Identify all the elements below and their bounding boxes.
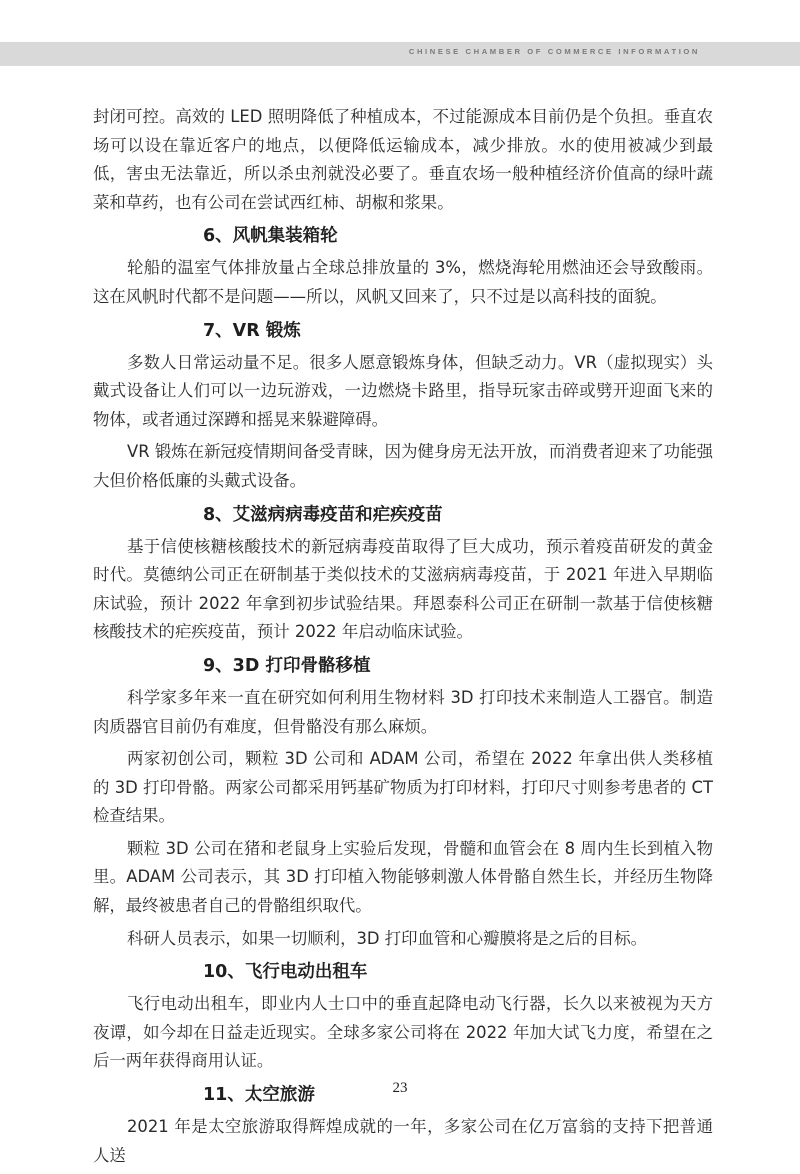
paragraph: 颗粒 3D 公司在猪和老鼠身上实验后发现，骨髓和血管会在 8 周内生长到植入物里。ADAM 公司表示，其 3D 打印植入物能够刺激人体骨骼自然生长，并经历生物降解，最终被患者自己的骨骼组织取代。: [93, 838, 713, 916]
section-heading: 10、飞行电动出租车: [203, 962, 368, 983]
paragraph: 轮船的温室气体排放量占全球总排放量的 3%，燃烧海轮用燃油还会导致酸雨。这在风帆时代都不是问题——所以，风帆又回来了，只不过是以高科技的面貌。: [93, 258, 713, 306]
section-heading: 7、VR 锻炼: [203, 320, 301, 341]
paragraph: 科学家多年来一直在研究如何利用生物材料 3D 打印技术来制造人工器官。制造肉质器官目前仍有难度，但骨骼没有那么麻烦。: [93, 687, 713, 736]
paragraph: 科研人员表示，如果一切顺利，3D 打印血管和心瓣膜将是之后的目标。: [127, 928, 647, 948]
section-heading: 6、风帆集装箱轮: [203, 226, 338, 247]
paragraph: 基于信使核糖核酸技术的新冠病毒疫苗取得了巨大成功，预示着疫苗研发的黄金时代。莫德纳公司正在研制基于类似技术的艾滋病病毒疫苗，于 2021 年进入早期临床试验，预计 2022 年拿到初步试验结果。拜恩泰科公司正在研制一款基于信使核糖核酸技术的疟疾疫苗，预计 2022 年启动临床试验。: [93, 536, 713, 642]
paragraph: 2021 年是太空旅游取得辉煌成就的一年，多家公司在亿万富翁的支持下把普通人送: [93, 1117, 713, 1165]
paragraph: VR 锻炼在新冠疫情期间备受青睐，因为健身房无法开放，而消费者迎来了功能强大但价格低廉的头戴式设备。: [93, 442, 713, 490]
section-heading: 9、3D 打印骨骼移植: [203, 655, 371, 676]
section-heading: 11、太空旅游: [203, 1085, 315, 1106]
paragraph: 封闭可控。高效的 LED 照明降低了种植成本，不过能源成本目前仍是个负担。垂直农场可以设在靠近客户的地点，以便降低运输成本，减少排放。水的使用被减少到最低，害虫无法靠近，所以杀虫剂就没必要了。垂直农场一般种植经济价值高的绿叶蔬菜和草药，也有公司在尝试西红柿、胡椒和浆果。: [93, 107, 713, 212]
document-body: [93, 103, 713, 1174]
paragraph: 多数人日常运动量不足。很多人愿意锻炼身体，但缺乏动力。VR（虚拟现实）头戴式设备让人们可以一边玩游戏，一边燃烧卡路里，指导玩家击碎或劈开迎面飞来的物体，或者通过深蹲和摇晃来躲避障碍。: [93, 352, 713, 429]
page-number: 23: [392, 1080, 408, 1096]
header-title: CHINESE CHAMBER OF COMMERCE INFORMATION: [408, 47, 700, 56]
section-heading: 8、艾滋病病毒疫苗和疟疾疫苗: [203, 504, 443, 525]
paragraph: 两家初创公司，颗粒 3D 公司和 ADAM 公司，希望在 2022 年拿出供人类移植的 3D 打印骨骼。两家公司都采用钙基矿物质为打印材料，打印尺寸则参考患者的 CT 检查结果。: [93, 749, 713, 826]
paragraph: 飞行电动出租车，即业内人士口中的垂直起降电动飞行器，长久以来被视为天方夜谭，如今却在日益走近现实。全球多家公司将在 2022 年加大试飞力度，希望在之后一两年获得商用认证。: [93, 994, 713, 1071]
